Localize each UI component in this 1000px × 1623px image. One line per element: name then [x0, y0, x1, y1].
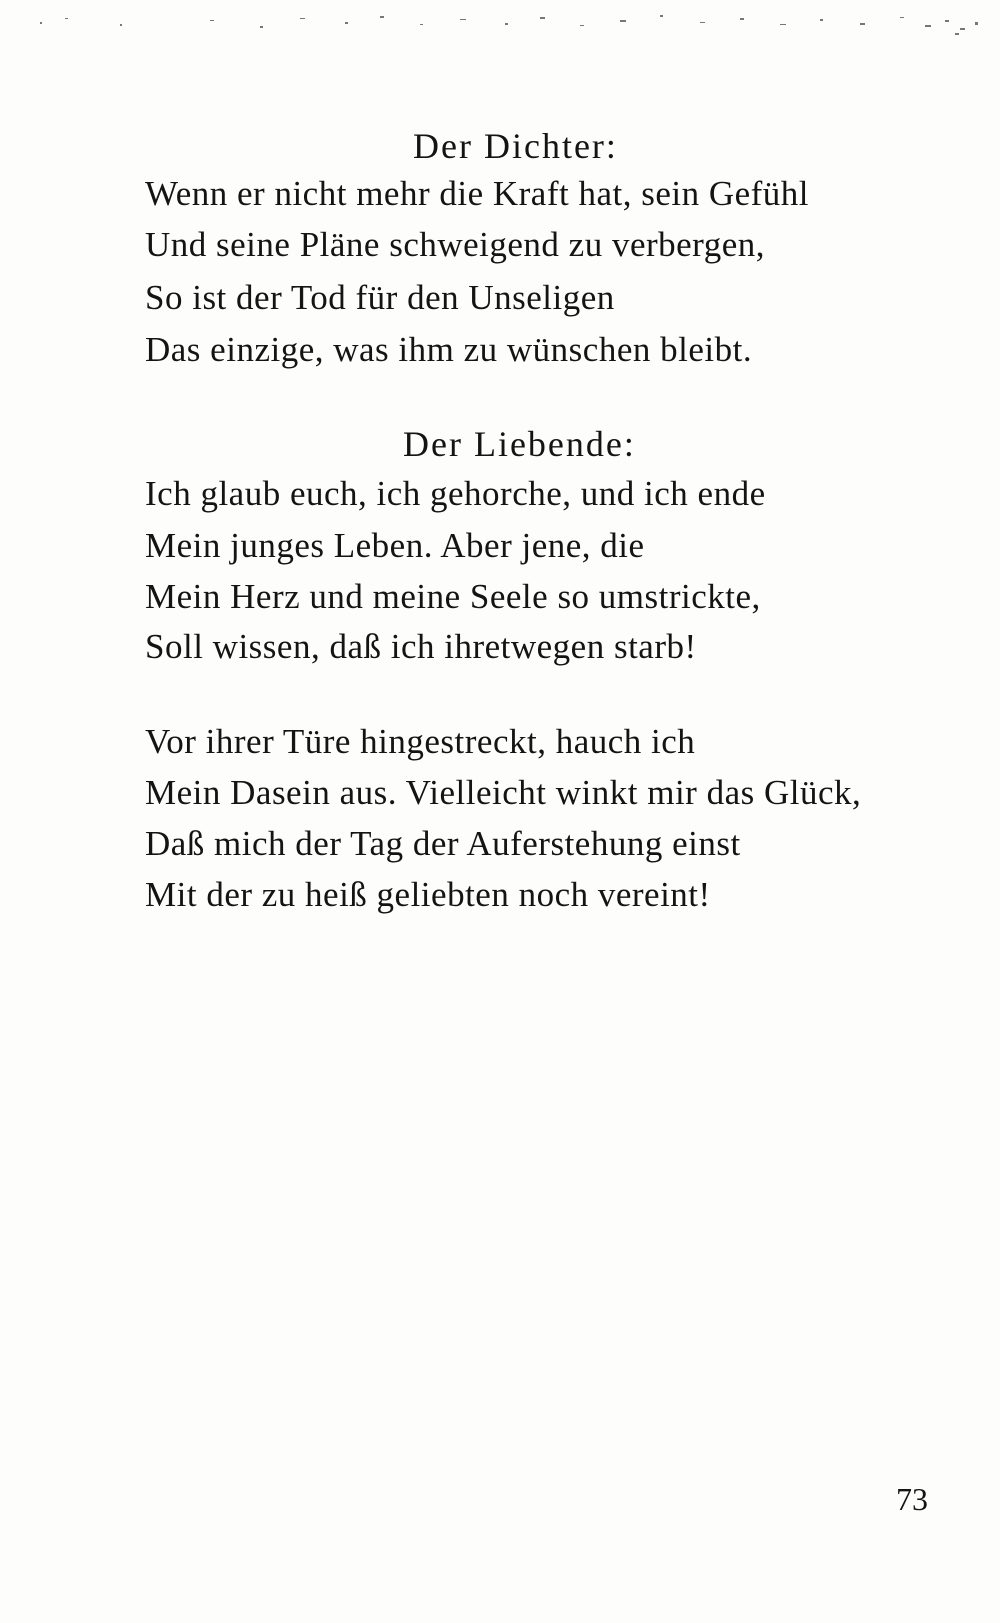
verse-line: Ich glaub euch, ich gehorche, und ich ende: [145, 474, 766, 513]
speaker-heading-lover: Der Liebende:: [403, 424, 636, 464]
verse-line: Mein junges Leben. Aber jene, die: [145, 526, 645, 565]
verse-line: Mein Dasein aus. Vielleicht winkt mir das Glück,: [145, 773, 862, 812]
verse-line: Mit der zu heiß geliebten noch vereint!: [145, 875, 711, 914]
verse-line: Mein Herz und meine Seele so umstrickte,: [145, 577, 761, 616]
verse-line: Wenn er nicht mehr die Kraft hat, sein Gefühl: [145, 174, 810, 213]
verse-line: Und seine Pläne schweigend zu verbergen,: [145, 225, 765, 264]
verse-line: So ist der Tod für den Unseligen: [145, 278, 615, 317]
verse-line: Daß mich der Tag der Auferstehung einst: [145, 824, 741, 863]
scan-noise-top: [0, 0, 1000, 50]
page-number: 73: [896, 1481, 928, 1517]
verse-line: Soll wissen, daß ich ihretwegen starb!: [145, 627, 697, 666]
verse-line: Vor ihrer Türe hingestreckt, hauch ich: [145, 722, 696, 761]
speaker-heading-poet: Der Dichter:: [413, 126, 618, 166]
verse-line: Das einzige, was ihm zu wünschen bleibt.: [145, 330, 753, 369]
